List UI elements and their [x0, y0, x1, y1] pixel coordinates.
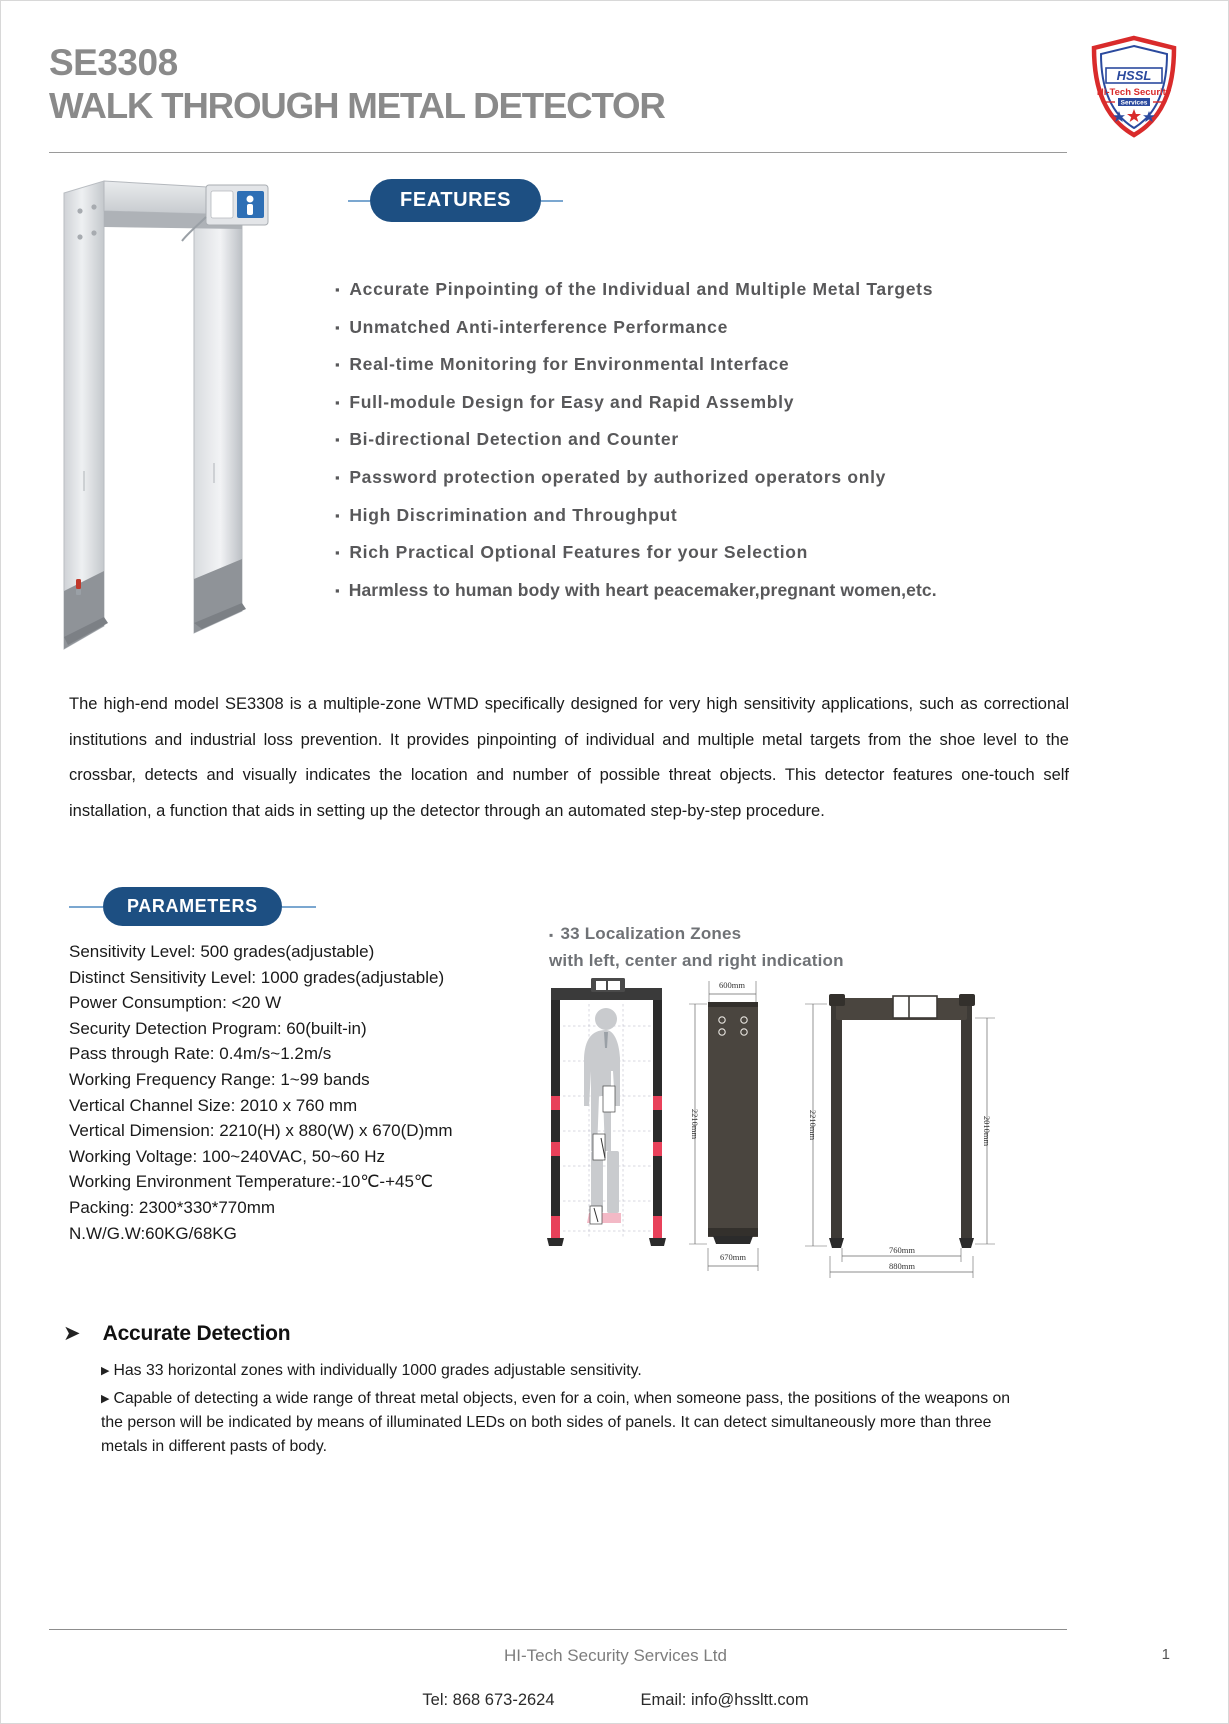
- zones-line-1-row: [549, 921, 1029, 948]
- zones-line-1: 33 Localization Zones: [560, 924, 742, 943]
- footer-company-name: HI-Tech Security Services Ltd: [504, 1646, 727, 1665]
- header-divider: [49, 152, 1067, 153]
- square-bullet-icon: ▪: [335, 507, 341, 523]
- page-header: [49, 41, 1067, 151]
- parameters-section-header: [69, 887, 316, 926]
- square-bullet-icon: ▪: [335, 469, 341, 485]
- parameters-badge-label: PARAMETERS: [103, 887, 282, 926]
- features-section-header: [348, 179, 563, 222]
- feature-text: Full-module Design for Easy and Rapid Assembly: [349, 391, 795, 412]
- product-description: The high-end model SE3308 is a multiple-zone WTMD specifically designed for very high sensitivity applications, such as correctional institutions and industrial loss prevention. It provides pinpointing of individual and multiple metal targets from the shoe level to the crossbar, detects and visually indicates the location and number of possible threat objects. This detector features one-touch self installation, a function that aids in setting up the detector through an automated step-by-step procedure.: [69, 695, 1069, 820]
- square-bullet-icon: ▪: [549, 928, 554, 942]
- feature-item: [335, 421, 1065, 459]
- zones-line-2: with left, center and right indication: [549, 951, 844, 970]
- parameter-line: Distinct Sensitivity Level: 1000 grades(adjustable): [69, 967, 445, 987]
- badge-rule-right: [282, 906, 316, 908]
- feature-item: [335, 572, 1065, 610]
- parameter-line: Power Consumption: <20 W: [69, 993, 282, 1013]
- feature-item: [335, 346, 1065, 384]
- feature-item: [335, 309, 1065, 347]
- triangle-bullet-icon: ▶: [101, 1365, 110, 1377]
- parameter-line: Packing: 2300*330*770mm: [69, 1197, 276, 1217]
- front-view-with-person: [547, 978, 673, 1246]
- footer-telephone: Tel: 868 673-2624: [422, 1691, 555, 1709]
- parameter-line: N.W/G.W:60KG/68KG: [69, 1223, 237, 1243]
- product-photo: [56, 171, 326, 671]
- feature-item: [335, 459, 1065, 497]
- square-bullet-icon: ▪: [335, 545, 341, 561]
- square-bullet-icon: ▪: [335, 582, 340, 598]
- feature-text: Real-time Monitoring for Environmental Interface: [349, 354, 790, 375]
- feature-text: High Discrimination and Throughput: [349, 504, 678, 525]
- features-badge-label: FEATURES: [370, 179, 541, 222]
- square-bullet-icon: ▪: [335, 394, 341, 410]
- dim-front-height: 2210mm: [808, 1109, 818, 1141]
- side-view: [689, 980, 758, 1271]
- feature-text: Rich Practical Optional Features for your Selection: [349, 542, 809, 563]
- parameter-line: Vertical Channel Size: 2010 x 760 mm: [69, 1095, 358, 1115]
- footer-contact: [1, 1691, 1229, 1710]
- dim-side-depth: 670mm: [720, 1252, 746, 1262]
- feature-text: Accurate Pinpointing of the Individual and Multiple Metal Targets: [349, 279, 934, 299]
- triangle-bullet-icon: ▶: [101, 1392, 110, 1405]
- square-bullet-icon: ▪: [335, 319, 341, 335]
- square-bullet-icon: ▪: [335, 282, 341, 297]
- features-list: [335, 271, 1065, 609]
- accurate-detection-title: Accurate Detection: [102, 1321, 291, 1345]
- parameter-line: Working Frequency Range: 1~99 bands: [69, 1069, 370, 1089]
- technical-drawings: [541, 966, 1061, 1286]
- feature-text: Bi-directional Detection and Counter: [349, 429, 679, 450]
- feature-item: [335, 271, 1065, 309]
- badge-rule-right: [541, 200, 563, 202]
- accurate-detection-header: [63, 1321, 290, 1346]
- detection-bullet: [101, 1359, 1031, 1384]
- dim-front-outer-width: 880mm: [889, 1261, 915, 1271]
- badge-rule-left: [69, 906, 103, 908]
- arrow-right-icon: ➤: [63, 1322, 81, 1345]
- page-number: 1: [1161, 1646, 1170, 1663]
- detection-bullet-text: Capable of detecting a wide range of threat metal objects, even for a coin, when someone pass, the positions of the weapons on the person will be indicated by means of illuminated LEDs on both sides of panels. It can detect simultaneously more than three metals in different pasts of body.: [101, 1389, 1011, 1455]
- square-bullet-icon: ▪: [335, 432, 341, 448]
- parameter-line: Sensitivity Level: 500 grades(adjustable): [69, 942, 375, 961]
- parameter-line: Working Environment Temperature:-10℃-+45℃: [69, 1172, 434, 1192]
- feature-text: Unmatched Anti-interference Performance: [349, 316, 728, 337]
- page-title: WALK THROUGH METAL DETECTOR: [49, 85, 665, 126]
- parameter-line: Pass through Rate: 0.4m/s~1.2m/s: [69, 1044, 332, 1064]
- badge-rule-left: [348, 200, 370, 202]
- logo-tagline-line1: Hi-Tech Security: [1096, 87, 1172, 98]
- parameters-list: [69, 939, 539, 1246]
- square-bullet-icon: ▪: [335, 357, 341, 373]
- dim-side-width: 600mm: [719, 980, 745, 990]
- feature-text: Password protection operated by authorized operators only: [349, 466, 887, 487]
- feature-item: [335, 497, 1065, 535]
- dim-front-inner-width: 760mm: [889, 1245, 915, 1255]
- front-outline-view: [805, 994, 995, 1278]
- parameter-line: Working Voltage: 100~240VAC, 50~60 Hz: [69, 1146, 385, 1166]
- company-logo: [1088, 35, 1180, 139]
- feature-item: [335, 384, 1065, 422]
- product-model: SE3308: [49, 42, 178, 83]
- accurate-detection-body: [101, 1359, 1031, 1461]
- detection-bullet-text: Has 33 horizontal zones with individually 1000 grades adjustable sensitivity.: [113, 1362, 642, 1379]
- parameter-line: Vertical Dimension: 2210(H) x 880(W) x 670(D)mm: [69, 1121, 453, 1141]
- detection-bullet: [101, 1387, 1031, 1459]
- feature-text: Harmless to human body with heart peacemaker,pregnant women,etc.: [348, 579, 937, 600]
- logo-tagline-line2: Services: [1120, 99, 1148, 107]
- dim-side-height: 2210mm: [690, 1108, 700, 1140]
- feature-item: [335, 534, 1065, 572]
- logo-brand-text: HSSL: [1116, 68, 1152, 83]
- parameter-line: Security Detection Program: 60(built-in): [69, 1018, 367, 1038]
- footer-divider: [49, 1629, 1067, 1630]
- dim-front-inner-height: 2010mm: [982, 1115, 992, 1147]
- footer-email: Email: info@hssltt.com: [640, 1691, 809, 1709]
